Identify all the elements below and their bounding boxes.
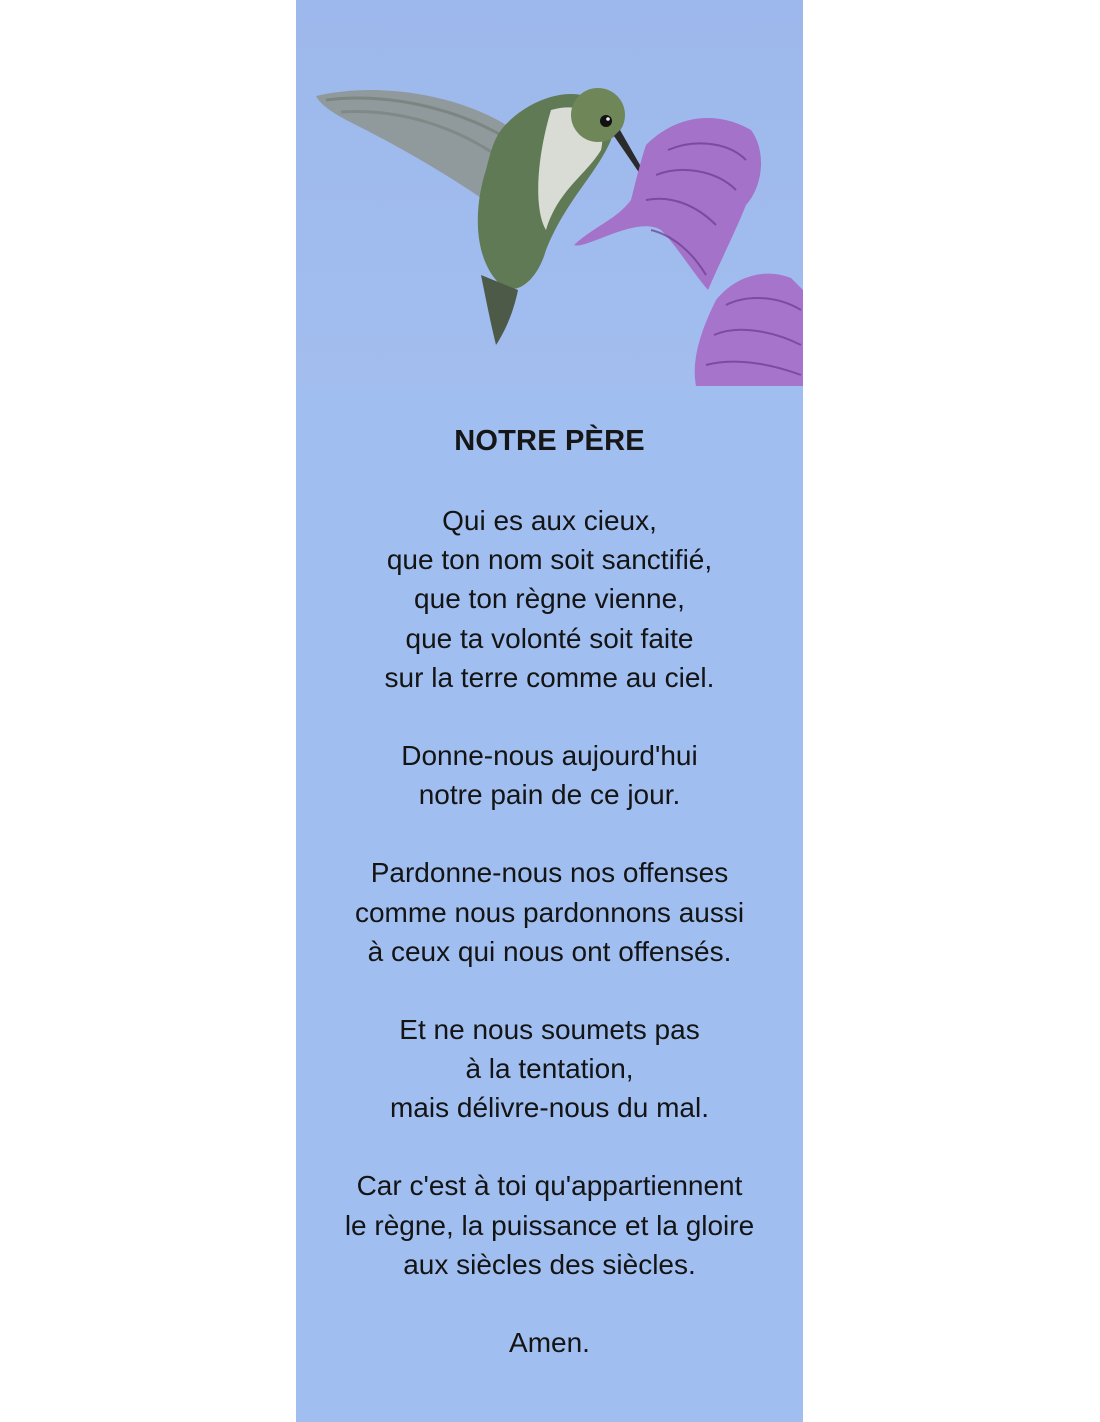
prayer-line: Donne-nous aujourd'hui [401,739,698,771]
prayer-line: que ton règne vienne, [414,583,685,615]
prayer-bookmark [296,0,803,1422]
stanza [296,853,803,971]
prayer-line: aux siècles des siècles. [403,1248,696,1280]
prayer-line: à ceux qui nous ont offensés. [367,935,732,967]
prayer-line: que ta volonté soit faite [405,622,694,654]
hummingbird-flower-photo [296,0,803,386]
prayer-line: Et ne nous soumets pas [399,1013,700,1045]
prayer-line: sur la terre comme au ciel. [384,661,715,693]
prayer-line: notre pain de ce jour. [418,779,681,811]
prayer-line: à la tentation, [465,1053,634,1085]
prayer-line: Pardonne-nous nos offenses [370,857,729,889]
stanza [296,1166,803,1284]
prayer-line: Qui es aux cieux, [442,505,657,536]
prayer-line: le règne, la puissance et la gloire [344,1209,755,1241]
stanza [296,501,803,697]
hummingbird-illustration [296,0,803,386]
prayer-title: NOTRE PÈRE [454,425,645,457]
prayer-text [296,501,803,1401]
prayer-line: comme nous pardonnons aussi [354,896,745,928]
prayer-line: mais délivre-nous du mal. [389,1092,710,1124]
stanza [296,736,803,814]
stanza-amen [296,1323,803,1362]
prayer-line: Car c'est à toi qu'appartiennent [356,1170,743,1202]
prayer-line-amen: Amen. [509,1327,590,1358]
stanza [296,1010,803,1128]
prayer-line: que ton nom soit sanctifié, [386,544,713,576]
petunia-flower-lower [695,274,803,386]
